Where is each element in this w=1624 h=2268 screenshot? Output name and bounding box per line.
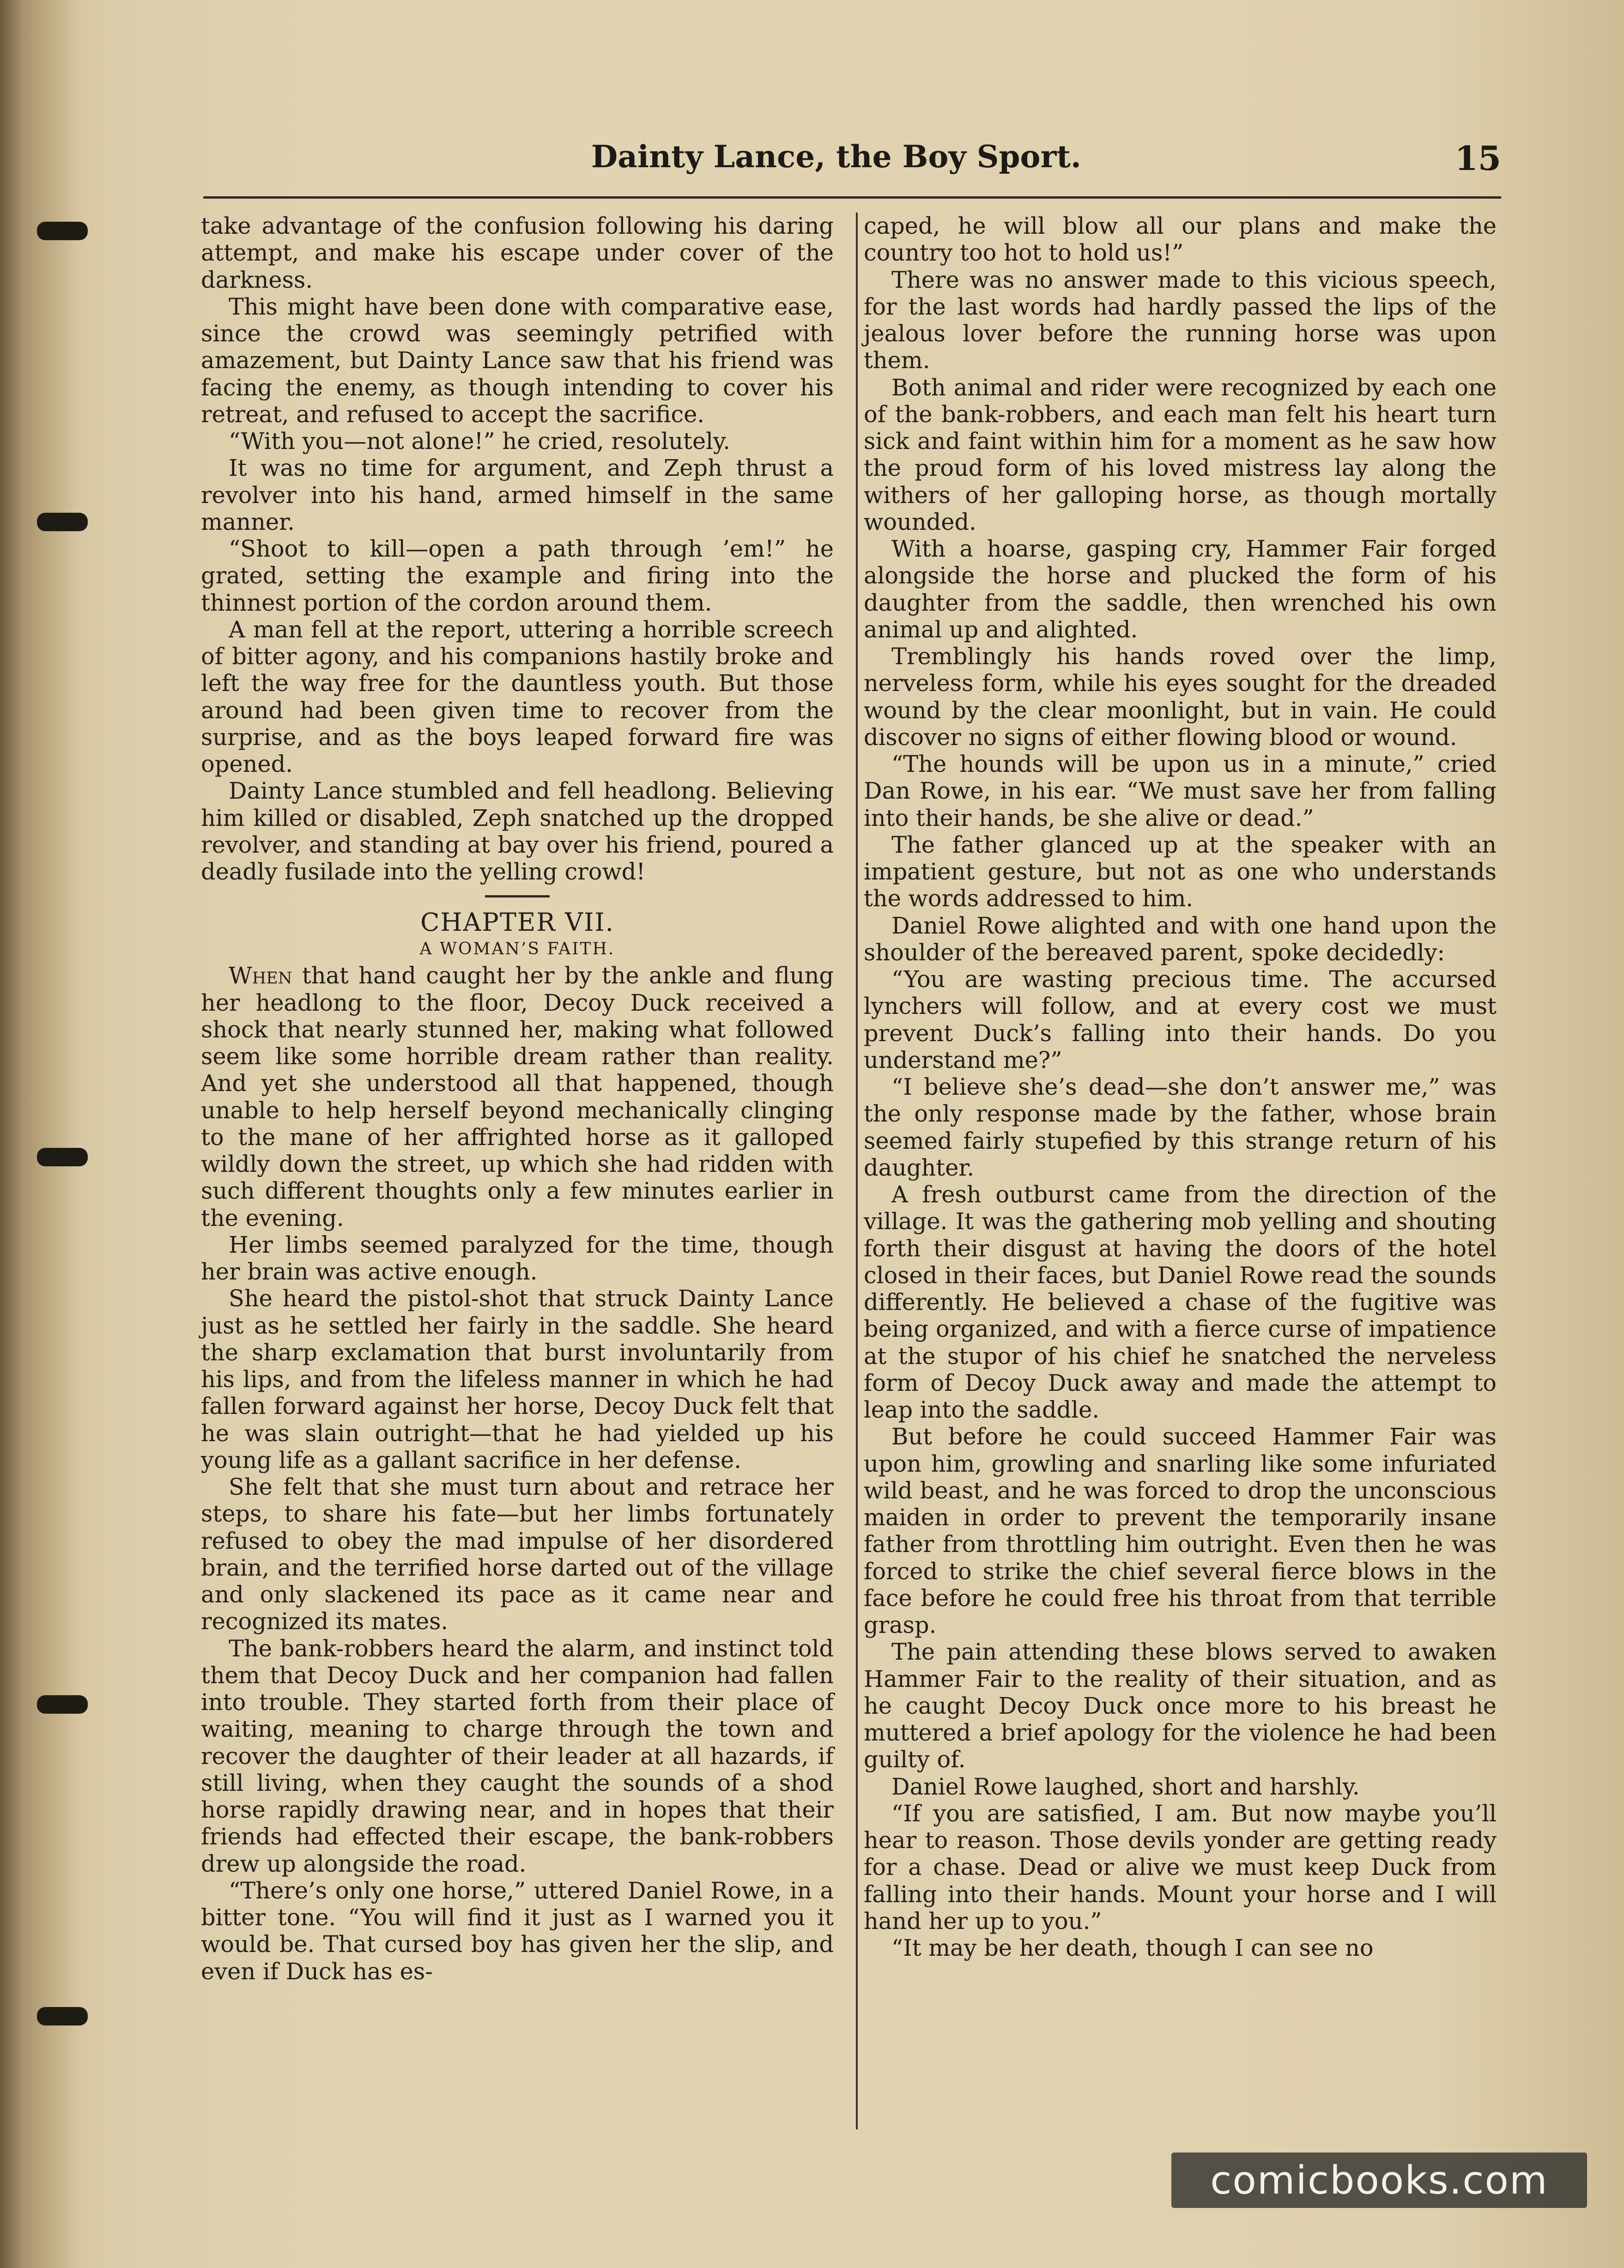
paragraph: This might have been done with comparative ease, since the crowd was seemingly petrified with amazement, but Dainty Lance saw that his friend was facing the enemy, as though intending to cover his retreat, and refused to accept the sacrifice. <box>201 293 834 428</box>
binding-stitch <box>37 2007 88 2025</box>
paragraph: A man fell at the report, uttering a horrible screech of bitter agony, and his companions hastily broke and left the way free for the dauntless youth. But those around had been given time to recover from the surprise, and as the boys leaped forward fire was opened. <box>201 616 834 777</box>
paragraph: “I believe she’s dead—she don’t answer me,” was the only response made by the father, whose brain seemed fairly stupefied by this strange return of his daughter. <box>864 1073 1497 1181</box>
paragraph: She heard the pistol-shot that struck Dainty Lance just as he settled her fairly in the saddle. She heard the sharp exclamation that burst involuntarily from his lips, and from the lifeless manner in which he had fallen forward against her horse, Decoy Duck felt that he was slain outright—that he had yielded up his young life as a gallant sacrifice in her defense. <box>201 1285 834 1474</box>
header-rule <box>203 196 1501 199</box>
right-column <box>864 212 1497 1961</box>
binding-stitch <box>37 1148 88 1166</box>
binding-stitch <box>37 513 88 531</box>
paragraph: Tremblingly his hands roved over the limp, nerveless form, while his eyes sought for the dreaded wound by the clear moonlight, but in vain. He could discover no signs of either flowing blood or wound. <box>864 643 1497 751</box>
binding-stitch <box>37 222 88 240</box>
paragraph: caped, he will blow all our plans and make the country too hot to hold us!” <box>864 212 1497 267</box>
paragraph: “With you—not alone!” he cried, resolutely. <box>229 428 730 455</box>
paragraph: Dainty Lance stumbled and fell headlong. Believing him killed or disabled, Zeph snatched up the dropped revolver, and standing at bay over his friend, poured a deadly fusilade into the yelling crowd! <box>201 777 834 885</box>
paragraph: With a hoarse, gasping cry, Hammer Fair forged alongside the horse and plucked the form of his daughter from the saddle, then wrenched his own animal up and alighted. <box>864 535 1497 643</box>
paragraph-text: that hand caught her by the ankle and flung her headlong to the floor, Decoy Duck received a shock that nearly stunned her, making what followed seem like some horrible dream rather than reality. And yet she understood all that happened, though unable to help herself beyond mechanically clinging to the mane of her affrighted horse as it galloped wildly down the street, up which she had ridden with such different thoughts only a few minutes earlier in the evening. <box>201 962 834 1231</box>
paragraph: The father glanced up at the speaker with an impatient gesture, but not as one who understands the words addressed to him. <box>864 831 1497 912</box>
paragraph: “There’s only one horse,” uttered Daniel Rowe, in a bitter tone. “You will find it just as I warned you it would be. That cursed boy has given her the slip, and even if Duck has es- <box>201 1877 834 1985</box>
page-number: 15 <box>1454 139 1501 178</box>
chapter-opening-paragraph <box>201 962 834 1231</box>
paragraph: She felt that she must turn about and retrace her steps, to share his fate—but her limbs fortunately refused to obey the mad impulse of her disordered brain, and the terrified horse darted out of the village and only slackened its pace as it came near and recognized its mates. <box>201 1474 834 1635</box>
paragraph: “If you are satisfied, I am. But now maybe you’ll hear to reason. Those devils yonder are getting ready for a chase. Dead or alive we must keep Duck from falling into their hands. Mount your horse and I will hand her up to you.” <box>864 1800 1497 1934</box>
paragraph: take advantage of the confusion following his daring attempt, and make his escape under cover of the darkness. <box>201 212 834 293</box>
paragraph: “Shoot to kill—open a path through ’em!” he grated, setting the example and firing into the thinnest portion of the cordon around them. <box>201 535 834 616</box>
chapter-rule <box>485 895 550 897</box>
left-column <box>201 212 834 1985</box>
paragraph: Daniel Rowe alighted and with one hand upon the shoulder of the bereaved parent, spoke decidedly: <box>864 912 1497 966</box>
paragraph: Daniel Rowe laughed, short and harshly. <box>891 1773 1360 1800</box>
paragraph: There was no answer made to this vicious speech, for the last words had hardly passed the lips of the jealous lover before the running horse was upon them. <box>864 266 1497 374</box>
running-title: Dainty Lance, the Boy Sport. <box>591 139 1081 175</box>
paragraph: It was no time for argument, and Zeph thrust a revolver into his hand, armed himself in the same manner. <box>201 455 834 535</box>
column-divider <box>856 212 858 2129</box>
chapter-subtitle: A WOMAN’S FAITH. <box>419 940 615 959</box>
binding-spine <box>0 0 79 2268</box>
binding-stitch <box>37 1695 88 1714</box>
chapter-title: CHAPTER VII. <box>420 908 614 937</box>
paragraph: Her limbs seemed paralyzed for the time, though her brain was active enough. <box>201 1231 834 1285</box>
paragraph: The pain attending these blows served to awaken Hammer Fair to the reality of their situation, and as he caught Decoy Duck once more to his breast he muttered a brief apology for the violence he had been guilty of. <box>864 1638 1497 1773</box>
paragraph: Both animal and rider were recognized by each one of the bank-robbers, and each man felt his heart turn sick and faint within him for a moment as he saw how the proud form of his loved mistress lay along the withers of her galloping horse, as though mortally wounded. <box>864 374 1497 535</box>
paragraph: “You are wasting precious time. The accursed lynchers will follow, and at every cost we must prevent Duck’s falling into their hands. Do you understand me?” <box>864 966 1497 1073</box>
page-header <box>203 139 1501 189</box>
chapter-first-word: When <box>229 962 292 989</box>
watermark: comicbooks.com <box>1171 2153 1587 2208</box>
paragraph: But before he could succeed Hammer Fair was upon him, growling and snarling like some infuriated wild beast, and he was forced to drop the unconscious maiden in order to prevent the temporarily insane father from throttling him outright. Even then he was forced to strike the chief several fierce blows in the face before he could free his throat from that terrible grasp. <box>864 1423 1497 1638</box>
paragraph: “The hounds will be upon us in a minute,” cried Dan Rowe, in his ear. “We must save her from falling into their hands, be she alive or dead.” <box>864 751 1497 831</box>
paragraph: “It may be her death, though I can see no <box>891 1934 1374 1961</box>
paragraph: The bank-robbers heard the alarm, and instinct told them that Decoy Duck and her companion had fallen into trouble. They started forth from their place of waiting, meaning to charge through the town and recover the daughter of their leader at all hazards, if still living, when they caught the sounds of a shod horse rapidly drawing near, and in hopes that their friends had effected their escape, the bank-robbers drew up alongside the road. <box>201 1635 834 1877</box>
paragraph: A fresh outburst came from the direction of the village. It was the gathering mob yelling and shouting forth their disgust at having the doors of the hotel closed in their faces, but Daniel Rowe read the sounds differently. He believed a chase of the fugitive was being organized, and with a fierce curse of impatience at the stupor of his chief he snatched the nerveless form of Decoy Duck away and made the attempt to leap into the saddle. <box>864 1181 1497 1423</box>
